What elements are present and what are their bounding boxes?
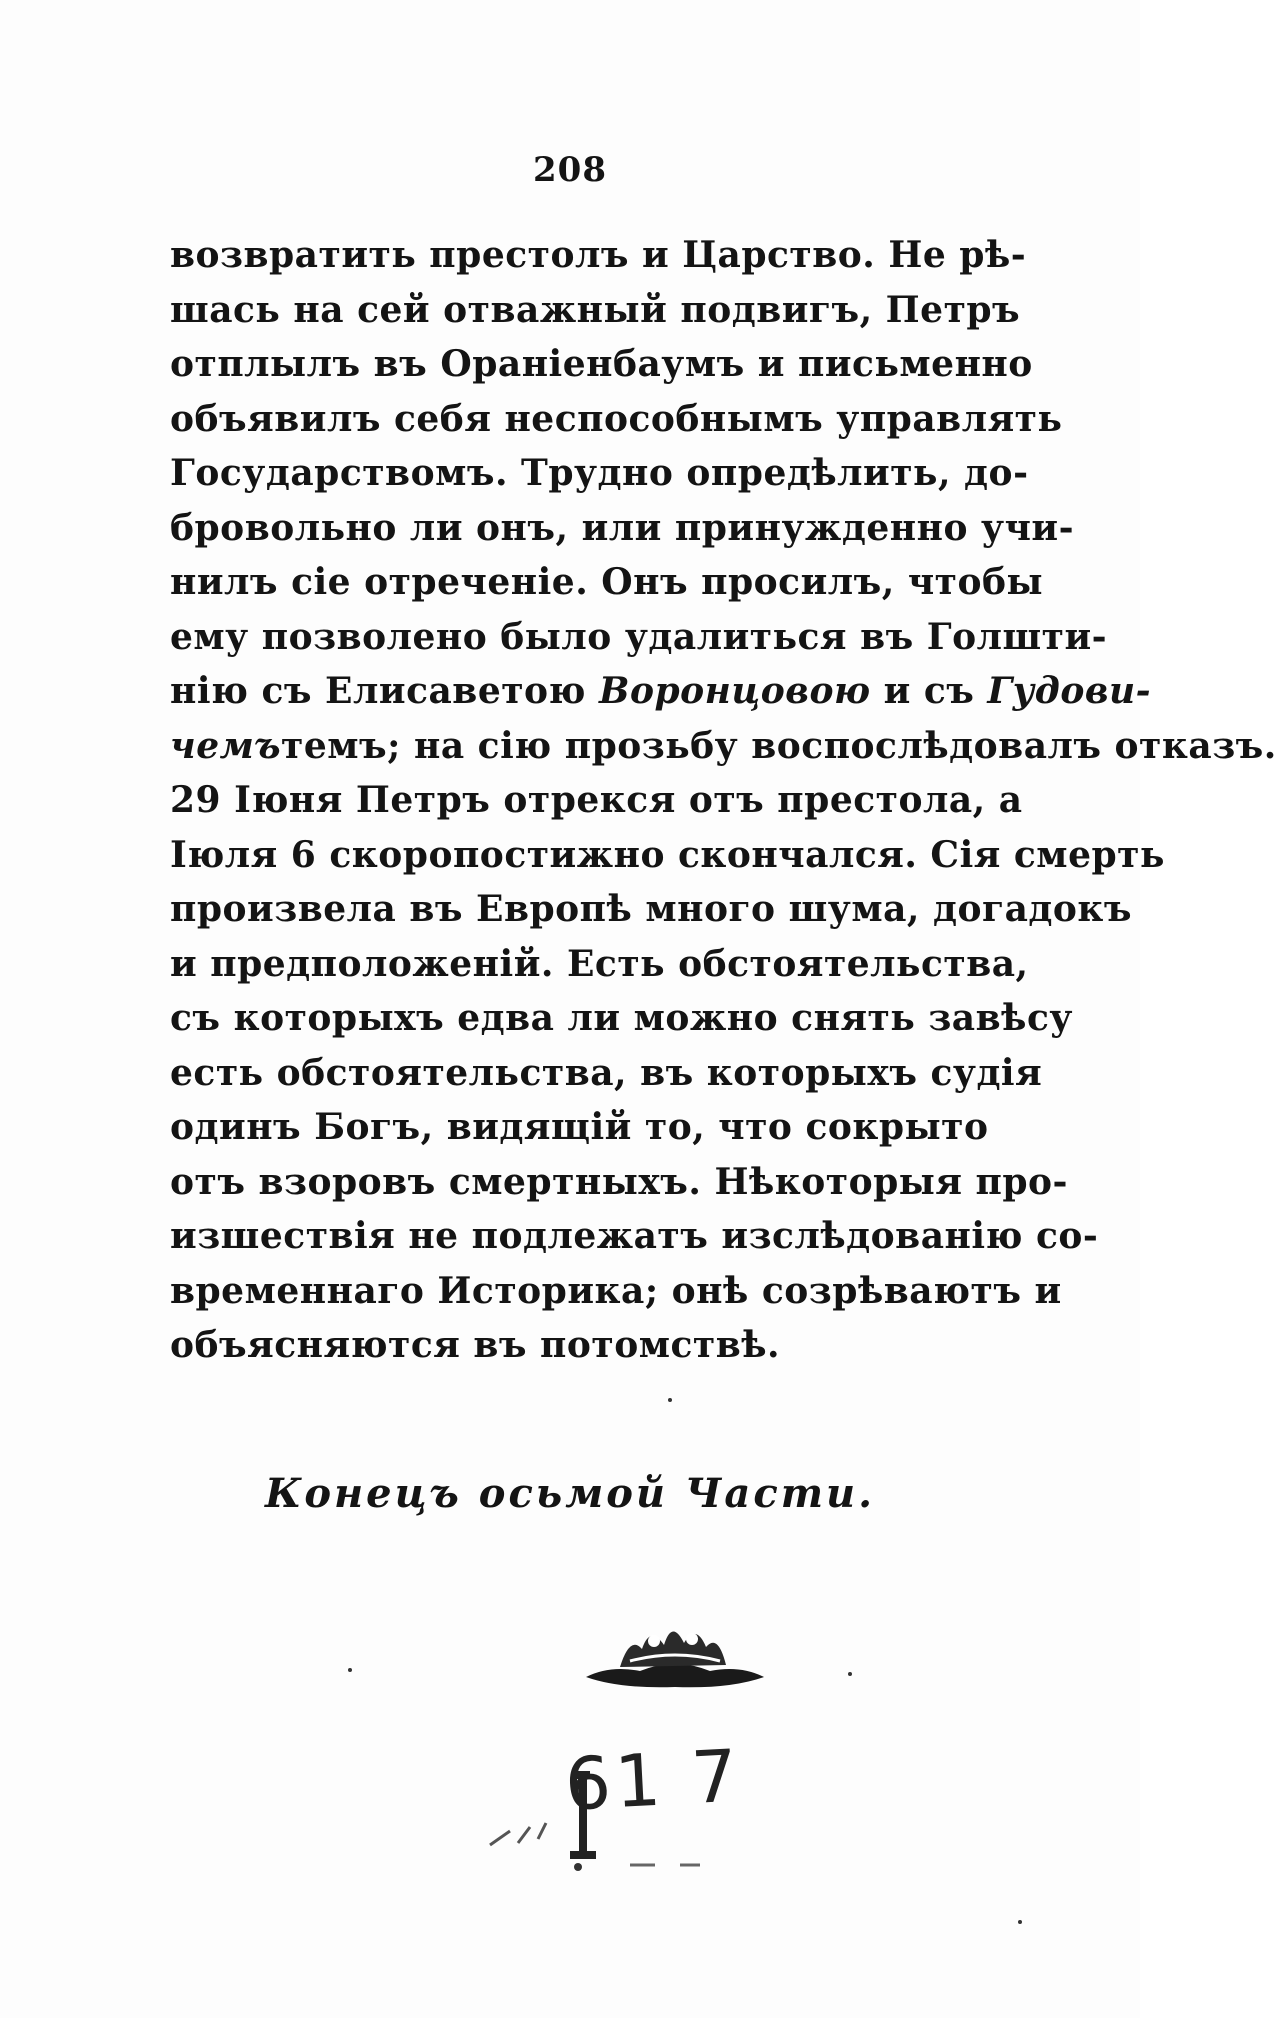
text-line: съ которыхъ едва ли можно снять завѣсу <box>170 997 1073 1039</box>
text-line: шась на сей отважный подвигъ, Петръ <box>170 288 1021 331</box>
italic-name: Гудови- <box>987 670 1152 712</box>
text-fragment: нію съ Елисаветою <box>170 670 586 712</box>
text-fragment: темъ; на сію прозьбу воспослѣдовалъ отказъ. <box>281 724 1277 767</box>
text-line: объясняются въ потомствѣ. <box>170 1324 781 1366</box>
part-ending: Конецъ осьмой Части. <box>264 1470 876 1517</box>
text-line: временнаго Историка; онѣ созрѣваютъ и <box>170 1269 1062 1312</box>
text-line: ему позволено было удалиться въ Голшти- <box>170 615 1108 658</box>
text-line: отъ взоровъ смертныхъ. Нѣкоторыя про- <box>170 1160 1068 1203</box>
text-line: есть обстоятельства, въ которыхъ судія <box>170 1051 1043 1094</box>
text-line: Іюля 6 скоропостижно скончался. Сія смерть <box>170 833 1165 876</box>
text-line-mixed <box>170 664 1152 719</box>
text-line: нилъ сіе отреченіе. Онъ просилъ, чтобы <box>170 561 1044 603</box>
print-speck <box>668 1398 672 1402</box>
text-line: 29 Іюня Петръ отрекся отъ престола, а <box>170 779 1023 821</box>
text-line: отплылъ въ Ораніенбаумъ и письменно <box>170 343 1033 385</box>
text-line: и предположеній. Есть обстоятельства, <box>170 942 1029 985</box>
text-line: одинъ Богъ, видящій то, что сокрыто <box>170 1106 989 1148</box>
print-speck <box>348 1668 352 1672</box>
text-fragment: и съ <box>883 670 975 712</box>
print-speck <box>848 1672 852 1676</box>
stamp-number: 61 7 <box>562 1733 744 1827</box>
italic-name: Воронцовою <box>599 670 871 712</box>
text-line: возвратить престолъ и Царство. Не рѣ- <box>170 234 1027 276</box>
text-line: изшествія не подлежатъ изслѣдованію со- <box>170 1215 1099 1257</box>
body-text <box>170 228 1277 1373</box>
text-line: объявилъ себя неспособнымъ управлять <box>170 397 1063 440</box>
ornament-icon <box>580 1605 770 1695</box>
text-line: произвела въ Европѣ много шума, догадокъ <box>170 888 1133 930</box>
page-number: 208 <box>533 150 607 190</box>
text-line: Государствомъ. Трудно опредѣлить, до- <box>170 452 1029 494</box>
text-line: бровольно ли онъ, или принужденно учи- <box>170 506 1075 549</box>
print-speck <box>1018 1920 1022 1924</box>
text-line-mixed <box>170 719 1277 774</box>
italic-name: чемъ <box>170 724 282 767</box>
